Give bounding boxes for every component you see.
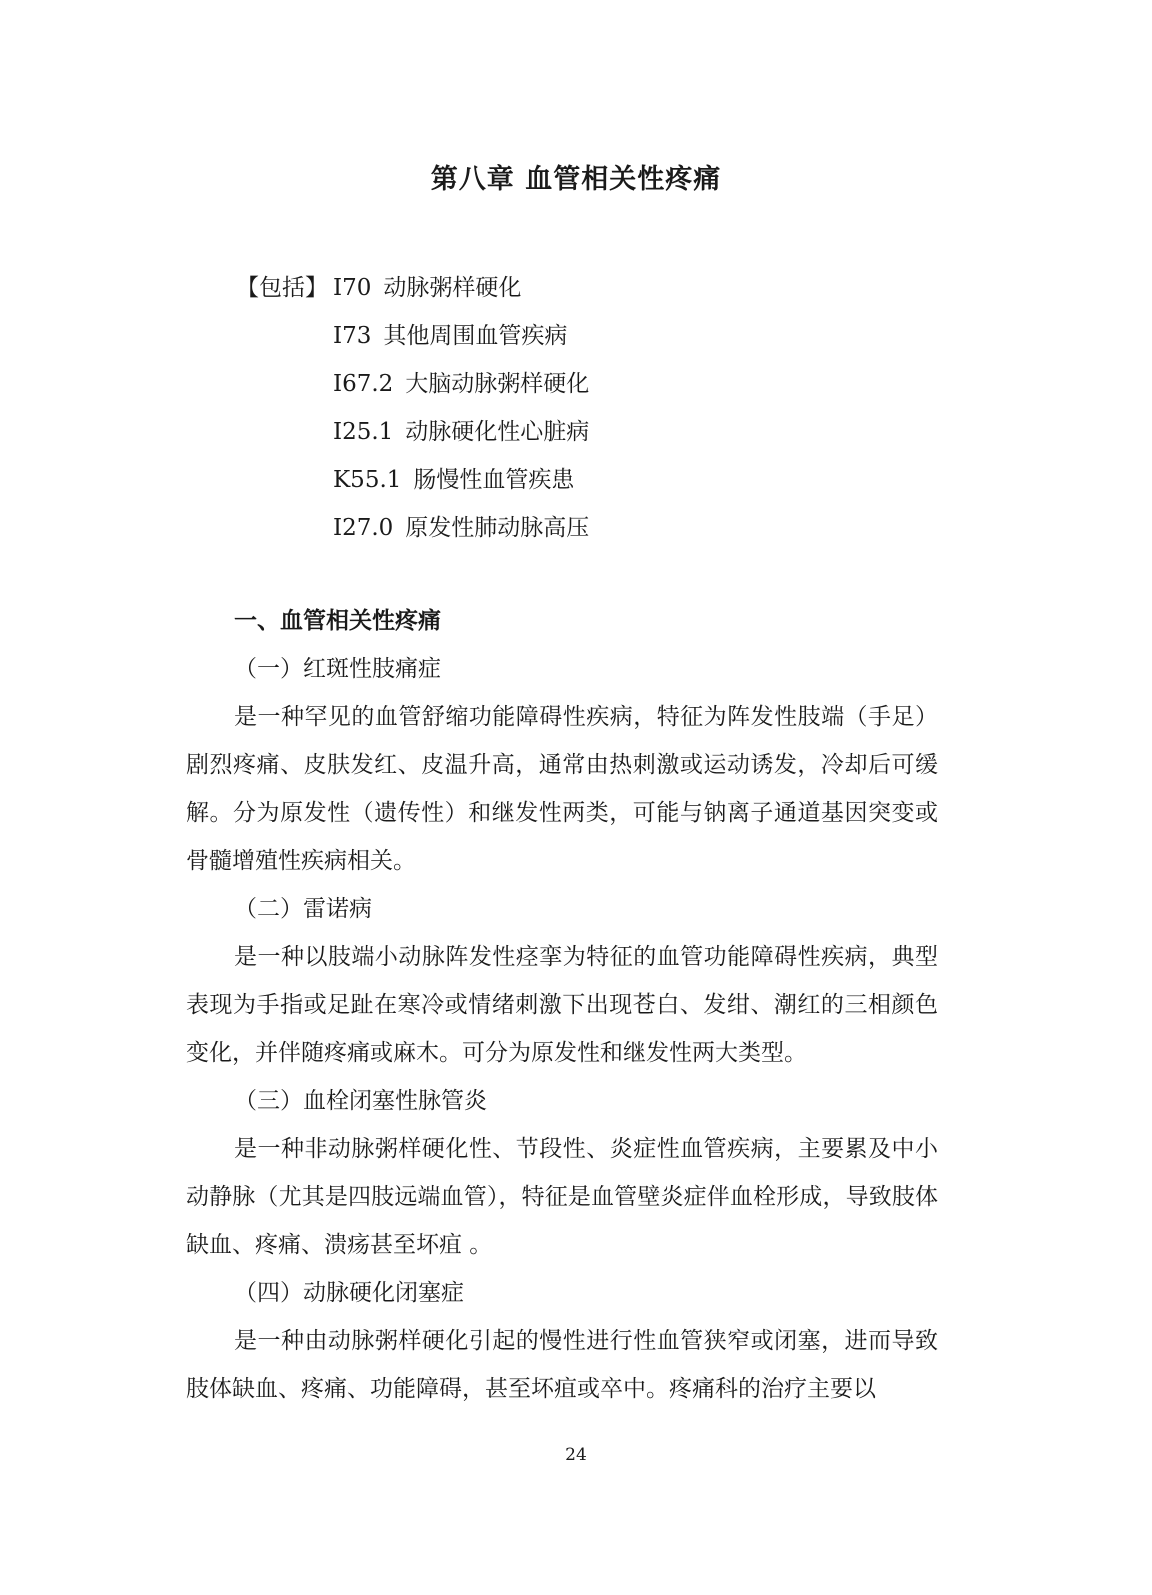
subsection-paragraph: 是一种非动脉粥样硬化性、节段性、炎症性血管疾病，主要累及中小动静脉（尤其是四肢远端血管），特征是血管壁炎症伴血栓形成，导致肢体缺血、疼痛、溃疡甚至坏疽 。 (186, 1136, 938, 1258)
includes-row (236, 360, 589, 408)
icd-name: 大脑动脉粥样硬化 (405, 371, 590, 397)
section-heading: 一、血管相关性疼痛 (234, 608, 441, 634)
icd-name: 其他周围血管疾病 (383, 323, 568, 349)
icd-code: K55.1 (333, 467, 402, 493)
icd-name: 动脉粥样硬化 (383, 275, 522, 301)
includes-label: 【包括】 (236, 275, 328, 301)
subsection-paragraph: 是一种以肢端小动脉阵发性痉挛为特征的血管功能障碍性疾病，典型表现为手指或足趾在寒冷或情绪刺激下出现苍白、发绀、潮红的三相颜色变化，并伴随疼痛或麻木。可分为原发性和继发性两大类型。 (186, 944, 938, 1066)
subsection-heading: （二）雷诺病 (234, 896, 372, 922)
subsection-paragraph: 是一种罕见的血管舒缩功能障碍性疾病，特征为阵发性肢端（手足）剧烈疼痛、皮肤发红、皮温升高，通常由热刺激或运动诱发，冷却后可缓解。分为原发性（遗传性）和继发性两类，可能与钠离子通道基因突变或骨髓增殖性疾病相关。 (186, 704, 938, 874)
icd-name: 动脉硬化性心脏病 (405, 419, 590, 445)
icd-code: I70 (333, 275, 372, 301)
includes-row (236, 504, 589, 552)
includes-row (236, 408, 589, 456)
subsection-paragraph: 是一种由动脉粥样硬化引起的慢性进行性血管狭窄或闭塞，进而导致肢体缺血、疼痛、功能障碍，甚至坏疽或卒中。疼痛科的治疗主要以 (186, 1328, 938, 1402)
icd-name: 原发性肺动脉高压 (405, 515, 590, 541)
includes-row (236, 264, 589, 312)
icd-code: I73 (333, 323, 372, 349)
chapter-title: 第八章 血管相关性疼痛 (430, 164, 722, 195)
subsection-heading: （一）红斑性肢痛症 (234, 656, 441, 682)
body-text (186, 597, 938, 1413)
includes-row (236, 456, 589, 504)
page-number: 24 (565, 1445, 587, 1465)
icd-code: I67.2 (333, 371, 394, 397)
subsection-heading: （三）血栓闭塞性脉管炎 (234, 1088, 487, 1114)
includes-list (236, 264, 589, 552)
icd-code: I25.1 (333, 419, 394, 445)
subsection-heading: （四）动脉硬化闭塞症 (234, 1280, 464, 1306)
includes-row (236, 312, 589, 360)
icd-code: I27.0 (333, 515, 394, 541)
icd-name: 肠慢性血管疾患 (413, 467, 575, 493)
